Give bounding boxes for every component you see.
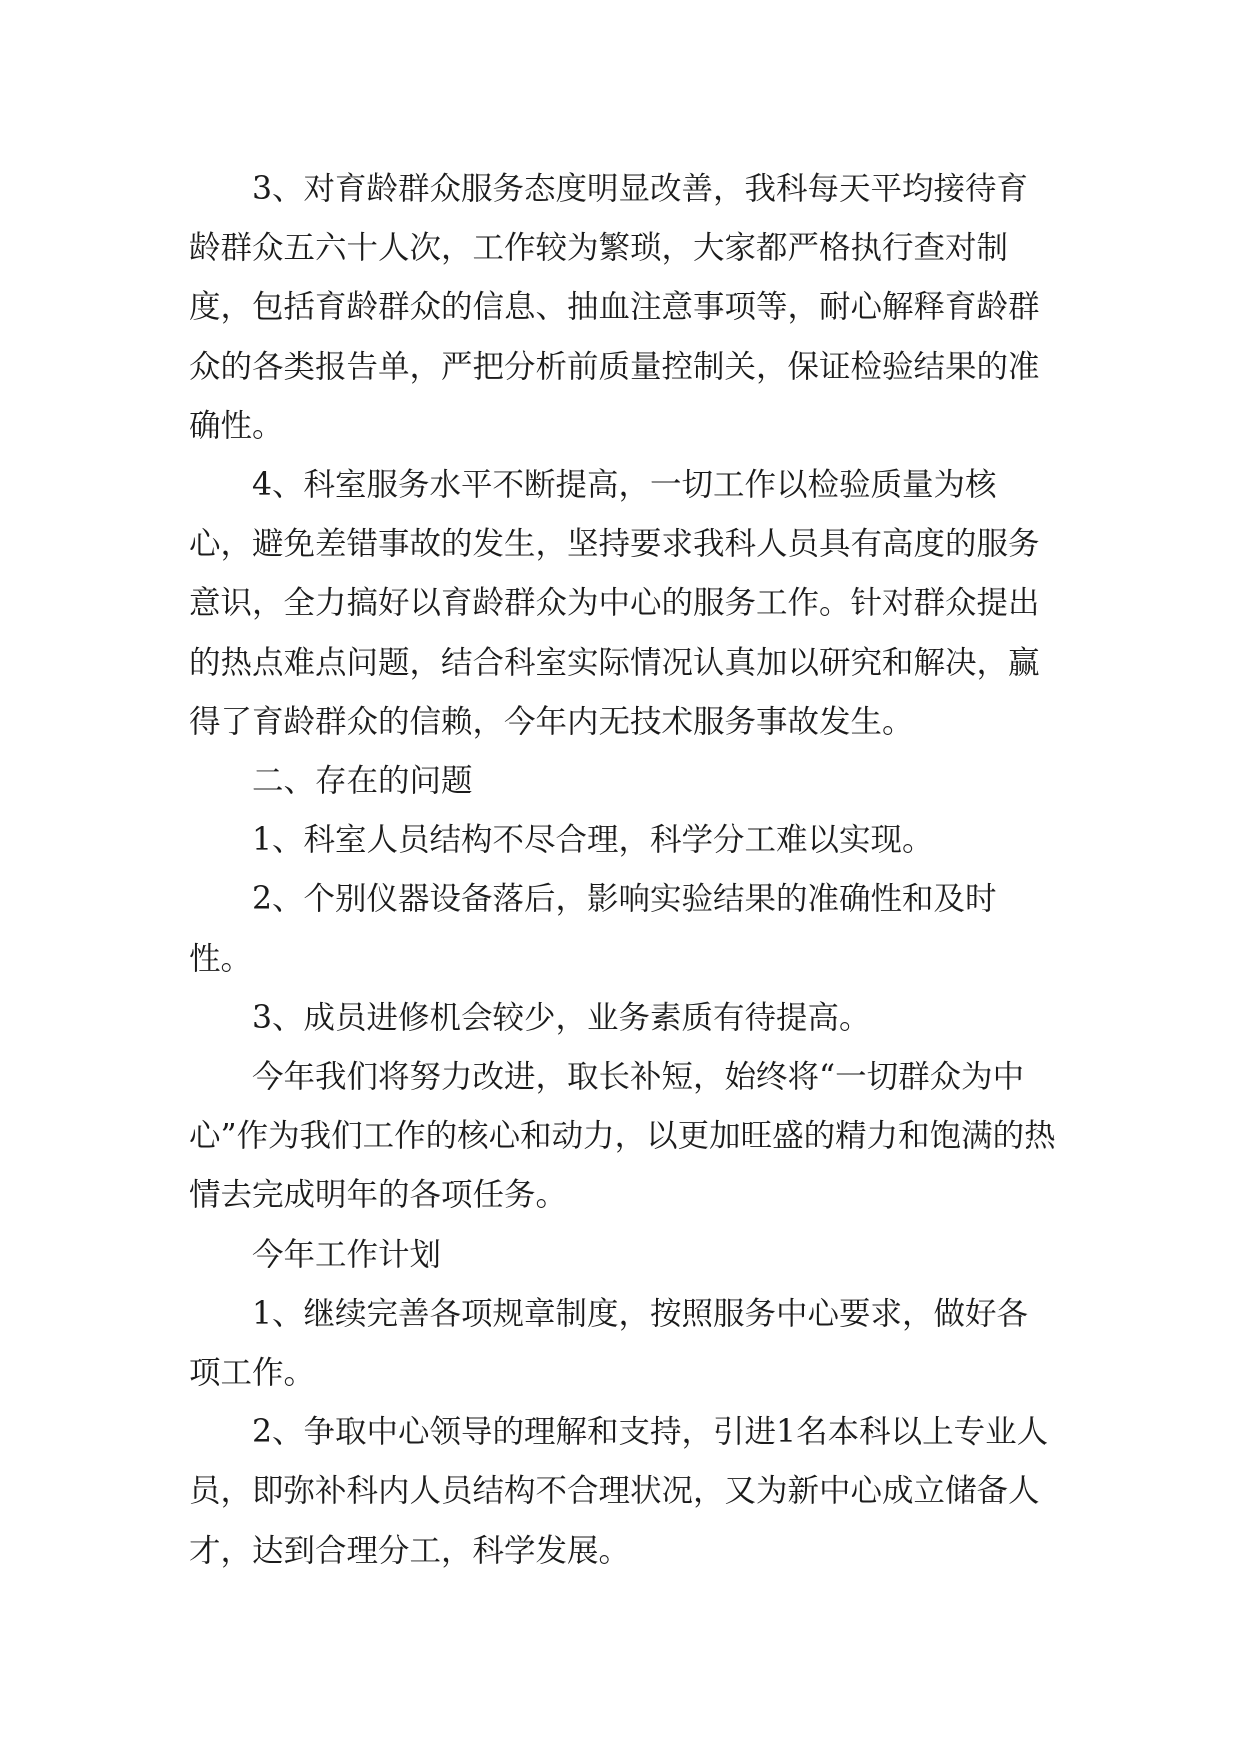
section-heading: 二、存在的问题 — [252, 763, 473, 800]
body-paragraph: 3、对育龄群众服务态度明显改善，我科每天平均接待育龄群众五六十人次，工作较为繁琐，大家都严格执行查对制度，包括育龄群众的信息、抽血注意事项等，耐心解释育龄群众的各类报告单，严把分析前质量控制关，保证检验结果的准确性。 — [189, 171, 1040, 444]
body-paragraph: 1、科室人员结构不尽合理，科学分工难以实现。 — [252, 822, 934, 859]
body-paragraph: 3、成员进修机会较少，业务素质有待提高。 — [252, 999, 871, 1036]
section-heading: 今年工作计划 — [252, 1236, 442, 1273]
body-paragraph: 4、科室服务水平不断提高，一切工作以检验质量为核心，避免差错事故的发生，坚持要求我科人员具有高度的服务意识，全力搞好以育龄群众为中心的服务工作。针对群众提出的热点难点问题，结合科室实际情况认真加以研究和解决，赢得了育龄群众的信赖，今年内无技术服务事故发生。 — [189, 467, 1040, 740]
body-paragraph: 2、争取中心领导的理解和支持，引进1名本科以上专业人员，即弥补科内人员结构不合理状况，又为新中心成立储备人才，达到合理分工，科学发展。 — [189, 1414, 1049, 1569]
document-body — [189, 160, 1059, 1581]
body-paragraph: 2、个别仪器设备落后，影响实验结果的准确性和及时性。 — [189, 881, 997, 977]
body-paragraph: 1、继续完善各项规章制度，按照服务中心要求，做好各项工作。 — [189, 1295, 1029, 1392]
body-paragraph: 今年我们将努力改进，取长补短，始终将“一切群众为中心”作为我们工作的核心和动力，以更加旺盛的精力和饱满的热情去完成明年的各项任务。 — [189, 1059, 1056, 1214]
